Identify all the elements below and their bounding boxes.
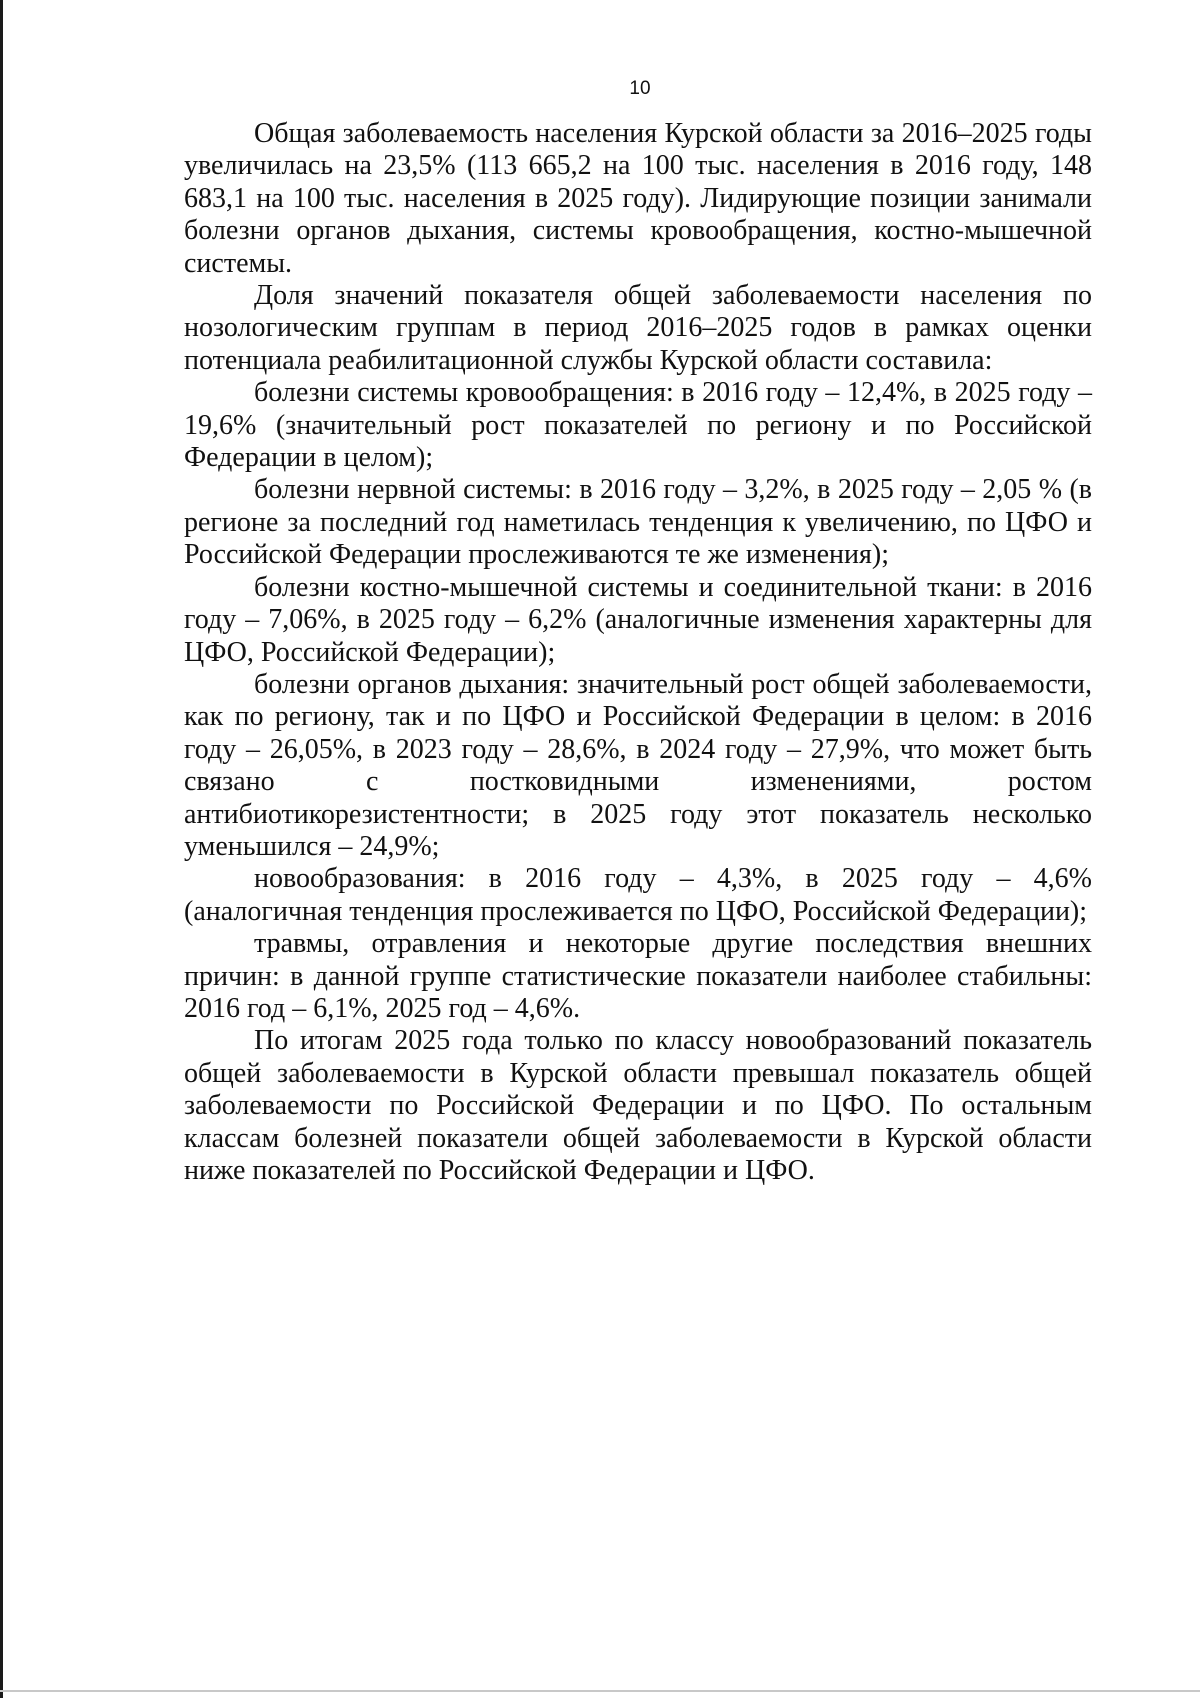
document-body bbox=[184, 118, 1092, 1187]
paragraph-summary-2025: По итогам 2025 года только по классу новообразований показатель общей заболеваемости в Курской области превышал показатель общей заболеваемости по Российской Федерации и по ЦФО. По остальным классам болезней показатели общей заболеваемости в Курской области ниже показателей по Российской Федерации и ЦФО. bbox=[184, 1025, 1092, 1186]
paragraph-total-morbidity: Общая заболеваемость населения Курской области за 2016–2025 годы увеличилась на 23,5% (113 665,2 на 100 тыс. населения в 2016 году, 148 683,1 на 100 тыс. населения в 2025 году). Лидирующие позиции занимали болезни органов дыхания, системы кровообращения, костно-мышечной системы. bbox=[184, 118, 1092, 279]
scan-edge-bottom bbox=[0, 1690, 1200, 1692]
scan-edge-left bbox=[0, 0, 3, 1698]
paragraph-nosology-share-intro: Доля значений показателя общей заболеваемости населения по нозологическим группам в период 2016–2025 годов в рамках оценки потенциала реабилитационной службы Курской области составила: bbox=[184, 280, 1092, 376]
paragraph-respiratory-diseases: болезни органов дыхания: значительный рост общей заболеваемости, как по региону, так и по ЦФО и Российской Федерации в целом: в 2016 году – 26,05%, в 2023 году – 28,6%, в 2024 году – 27,9%, что может быть связано с постковидными изменениями, ростом антибиотикорезистентности; в 2025 году этот показатель несколько уменьшился – 24,9%; bbox=[184, 668, 1092, 862]
page-number: 10 bbox=[629, 78, 651, 99]
paragraph-injuries-poisoning: травмы, отравления и некоторые другие последствия внешних причин: в данной группе статистические показатели наиболее стабильны: 2016 год – 6,1%, 2025 год – 4,6%. bbox=[184, 928, 1092, 1024]
paragraph-nervous-system-diseases: болезни нервной системы: в 2016 году – 3,2%, в 2025 году – 2,05 % (в регионе за последний год наметилась тенденция к увеличению, по ЦФО и Российской Федерации прослеживаются те же изменения); bbox=[184, 474, 1092, 571]
paragraph-circulatory-diseases: болезни системы кровообращения: в 2016 году – 12,4%, в 2025 году – 19,6% (значительный рост показателей по региону и по Российской Федерации в целом); bbox=[184, 377, 1092, 474]
paragraph-neoplasms: новообразования: в 2016 году – 4,3%, в 2025 году – 4,6% (аналогичная тенденция прослеживается по ЦФО, Российской Федерации); bbox=[184, 863, 1092, 927]
paragraph-musculoskeletal-diseases: болезни костно-мышечной системы и соединительной ткани: в 2016 году – 7,06%, в 2025 году – 6,2% (аналогичные изменения характерны для ЦФО, Российской Федерации); bbox=[184, 571, 1092, 668]
